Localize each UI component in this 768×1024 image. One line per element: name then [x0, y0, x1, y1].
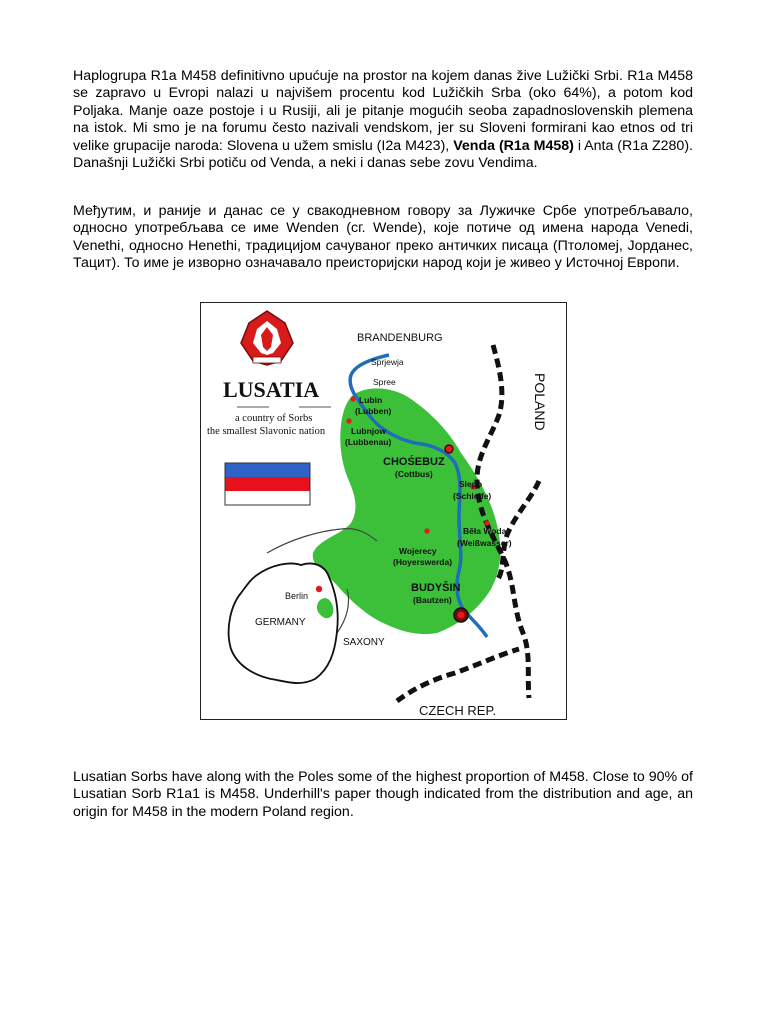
town-dot-bela-woda	[484, 520, 489, 525]
town-lubnjow-alt: (Lubbenau)	[345, 437, 392, 447]
town-budysin-alt: (Bautzen)	[413, 595, 452, 605]
budysin-marker-icon	[454, 608, 468, 622]
border-line-south	[397, 649, 519, 701]
label-brandenburg: BRANDENBURG	[357, 332, 443, 344]
berlin-dot	[316, 586, 322, 592]
map-title: LUSATIA	[223, 377, 320, 402]
label-poland: POLAND	[532, 373, 548, 431]
lusatia-region	[313, 388, 501, 634]
label-saxony: SAXONY	[343, 637, 385, 648]
flag-stripe-white	[225, 491, 310, 505]
town-bela-woda-name: Běła Woda	[463, 526, 507, 536]
town-lubin-name: Lubin	[359, 395, 383, 405]
flag-stripe-red	[225, 477, 310, 491]
town-dot-wojerecy	[424, 528, 429, 533]
town-dot-lubin	[350, 396, 355, 401]
town-wojerecy-alt: (Hoyerswerda)	[393, 557, 453, 567]
town-budysin-name: BUDYŠIN	[411, 582, 461, 594]
town-lubnjow-name: Lubnjow	[351, 426, 386, 436]
lusatia-map	[200, 302, 567, 720]
flag-stripe-blue	[225, 463, 310, 477]
map-subtitle-1: a country of Sorbs	[235, 413, 313, 424]
label-river-1: Sprjewja	[371, 357, 404, 367]
map-subtitle-2: the smallest Slavonic nation	[207, 426, 326, 437]
town-lubin-alt: (Lubben)	[355, 406, 392, 416]
town-dot-lubnjow	[346, 418, 351, 423]
label-germany: GERMANY	[255, 617, 306, 628]
town-slepo-alt: (Schleife)	[453, 491, 492, 501]
town-chosebuz-name: CHOŚEBUZ	[383, 456, 445, 468]
town-dot-chosebuz	[445, 445, 453, 453]
paragraph-wenden: Међутим, и раније и данас се у свакодневном говору за Лужичке Србе употребљавало, односно употребљава се име Wenden (сг. Wende), које потиче од имена народа Venedi, Venethi, односно Henethi, традицијом сачуваног преко античких писаца (Птоломеј, Јорданес, Тацит). То име је изворно означавало преисторијски народ који је живео у Источној Европи.	[73, 203, 693, 272]
paragraph-haplogroup	[73, 68, 693, 172]
lusatia-map-drawing	[201, 303, 566, 719]
label-river-2: Spree	[373, 377, 396, 387]
sorb-emblem-icon	[241, 311, 293, 365]
town-slepo-name: Slepo	[459, 479, 483, 489]
town-bela-woda-alt: (Weißwasser)	[457, 538, 512, 548]
town-chosebuz-alt: (Cottbus)	[395, 469, 433, 479]
paragraph-haplogroup-text-a: Haplogrupa R1a M458 definitivno upućuje na prostor na kojem danas žive Lužički Srbi. R1a M458 se zapravo u Evropi nalazi u najvišem procentu kod Lužičkih Srba (oko 64%), a potom kod Poljaka. Manje oaze postoje i u Rusiji, ali je pitanje mogućih seoba zapadnoslovenskih plemena na istok. Mi smo je na forumu često nazivali vendskom, jer su Sloveni formirani kao etnos od tri velike grupacije naroda: Slovena u užem smislu (I2a M423),	[73, 68, 693, 154]
town-wojerecy-name: Wojerecy	[399, 546, 437, 556]
border-line-east	[477, 345, 529, 698]
paragraph-haplogroup-bold: Venda (R1a M458)	[453, 137, 574, 154]
paragraph-lusatian-sorbs: Lusatian Sorbs have along with the Poles some of the highest proportion of M458. Close to 90% of Lusatian Sorb R1a1 is M458. Underhill's paper though indicated from the distribution and age, an origin for M458 in the modern Poland region.	[73, 769, 693, 820]
paragraph-haplogroup-text-b: i Anta (R1a Z280). Današnji Lužički Srbi potiču od Venda, a neki i danas sebe zovu Vendima.	[73, 137, 693, 172]
label-czech: CZECH REP.	[419, 703, 497, 718]
label-berlin: Berlin	[285, 591, 309, 601]
